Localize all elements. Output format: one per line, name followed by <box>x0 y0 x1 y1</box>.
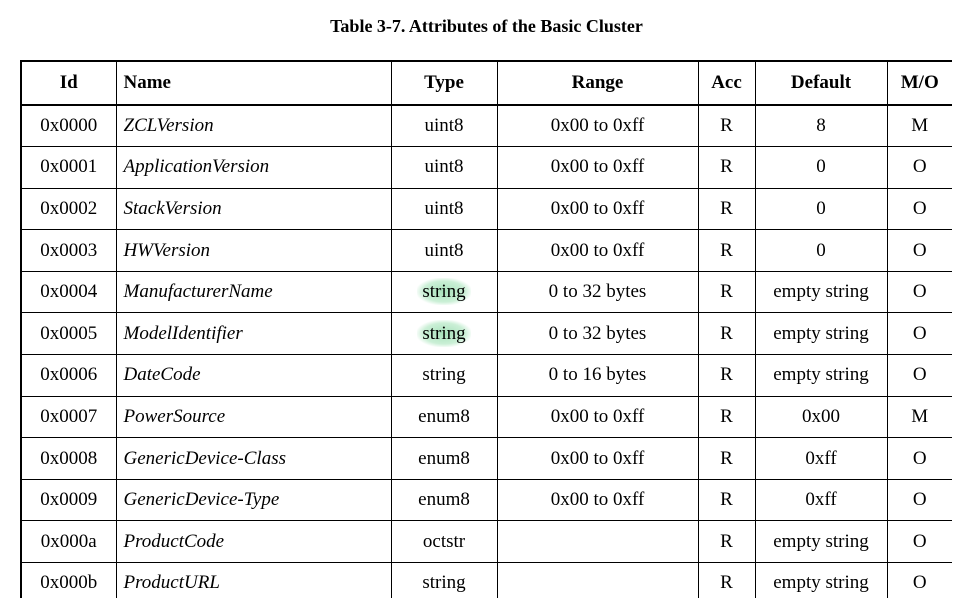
cell-range <box>497 563 698 598</box>
cell-id: 0x000a <box>21 521 116 563</box>
cell-range: 0x00 to 0xff <box>497 396 698 438</box>
cell-id: 0x0000 <box>21 105 116 147</box>
table-row <box>21 396 952 438</box>
cell-type: uint8 <box>391 230 497 272</box>
cell-acc: R <box>698 313 755 355</box>
cell-name: ManufacturerName <box>116 271 391 313</box>
cell-name: PowerSource <box>116 396 391 438</box>
cell-acc: R <box>698 188 755 230</box>
table-caption: Table 3-7. Attributes of the Basic Cluster <box>330 16 643 36</box>
cell-type <box>391 313 497 355</box>
table-row <box>21 563 952 598</box>
cell-id: 0x0006 <box>21 355 116 397</box>
cell-default: 8 <box>755 105 887 147</box>
cell-mo: O <box>887 479 952 521</box>
cell-name: DateCode <box>116 355 391 397</box>
cell-acc: R <box>698 355 755 397</box>
cell-default: 0 <box>755 147 887 189</box>
cell-name: GenericDevice-Class <box>116 438 391 480</box>
highlighted-type: string <box>417 278 470 305</box>
column-header-id: Id <box>21 61 116 105</box>
cell-type: octstr <box>391 521 497 563</box>
cell-name: ModelIdentifier <box>116 313 391 355</box>
cell-id: 0x0004 <box>21 271 116 313</box>
cell-range: 0 to 16 bytes <box>497 355 698 397</box>
column-header-type: Type <box>391 61 497 105</box>
cell-mo: O <box>887 355 952 397</box>
table-row <box>21 313 952 355</box>
cell-id: 0x0001 <box>21 147 116 189</box>
cell-acc: R <box>698 147 755 189</box>
cell-id: 0x0005 <box>21 313 116 355</box>
cell-default: empty string <box>755 355 887 397</box>
cell-mo: O <box>887 313 952 355</box>
table-row <box>21 188 952 230</box>
table-row <box>21 355 952 397</box>
cell-acc: R <box>698 479 755 521</box>
table-row <box>21 438 952 480</box>
cell-range: 0x00 to 0xff <box>497 230 698 272</box>
cell-default: empty string <box>755 313 887 355</box>
table-header-row <box>21 61 952 105</box>
cell-mo: O <box>887 271 952 313</box>
cell-default: 0 <box>755 188 887 230</box>
cell-default: empty string <box>755 563 887 598</box>
cell-acc: R <box>698 521 755 563</box>
cell-name: ProductURL <box>116 563 391 598</box>
cell-type: enum8 <box>391 396 497 438</box>
cell-acc: R <box>698 563 755 598</box>
cell-mo: O <box>887 188 952 230</box>
attributes-table <box>20 60 952 598</box>
cell-type: enum8 <box>391 479 497 521</box>
column-header-mo: M/O <box>887 61 952 105</box>
cell-name: ProductCode <box>116 521 391 563</box>
cell-id: 0x0003 <box>21 230 116 272</box>
table-row <box>21 479 952 521</box>
cell-id: 0x000b <box>21 563 116 598</box>
cell-acc: R <box>698 271 755 313</box>
column-header-acc: Acc <box>698 61 755 105</box>
cell-type: uint8 <box>391 105 497 147</box>
table-body <box>21 105 952 598</box>
cell-type: string <box>391 563 497 598</box>
column-header-name: Name <box>116 61 391 105</box>
cell-mo: O <box>887 563 952 598</box>
cell-acc: R <box>698 105 755 147</box>
cell-range: 0 to 32 bytes <box>497 313 698 355</box>
cell-name: ApplicationVersion <box>116 147 391 189</box>
cell-mo: O <box>887 147 952 189</box>
table-row <box>21 147 952 189</box>
cell-id: 0x0009 <box>21 479 116 521</box>
cell-range: 0x00 to 0xff <box>497 105 698 147</box>
cell-range: 0x00 to 0xff <box>497 479 698 521</box>
cell-id: 0x0008 <box>21 438 116 480</box>
cell-acc: R <box>698 396 755 438</box>
table-row <box>21 271 952 313</box>
table-row <box>21 521 952 563</box>
cell-type: string <box>391 355 497 397</box>
cell-acc: R <box>698 438 755 480</box>
cell-default: empty string <box>755 521 887 563</box>
cell-range: 0x00 to 0xff <box>497 438 698 480</box>
cell-mo: O <box>887 521 952 563</box>
cell-name: HWVersion <box>116 230 391 272</box>
cell-mo: O <box>887 438 952 480</box>
cell-range: 0x00 to 0xff <box>497 147 698 189</box>
table-row <box>21 105 952 147</box>
cell-default: 0 <box>755 230 887 272</box>
cell-type: uint8 <box>391 147 497 189</box>
cell-mo: O <box>887 230 952 272</box>
cell-mo: M <box>887 396 952 438</box>
cell-default: empty string <box>755 271 887 313</box>
column-header-range: Range <box>497 61 698 105</box>
cell-default: 0xff <box>755 438 887 480</box>
cell-name: ZCLVersion <box>116 105 391 147</box>
cell-acc: R <box>698 230 755 272</box>
cell-type <box>391 271 497 313</box>
cell-range: 0x00 to 0xff <box>497 188 698 230</box>
cell-type: enum8 <box>391 438 497 480</box>
cell-name: GenericDevice-Type <box>116 479 391 521</box>
attributes-table-container <box>20 60 952 598</box>
cell-default: 0xff <box>755 479 887 521</box>
highlighted-type: string <box>417 320 470 347</box>
cell-default: 0x00 <box>755 396 887 438</box>
cell-range <box>497 521 698 563</box>
cell-mo: M <box>887 105 952 147</box>
cell-id: 0x0007 <box>21 396 116 438</box>
table-row <box>21 230 952 272</box>
cell-range: 0 to 32 bytes <box>497 271 698 313</box>
column-header-default: Default <box>755 61 887 105</box>
cell-name: StackVersion <box>116 188 391 230</box>
cell-type: uint8 <box>391 188 497 230</box>
cell-id: 0x0002 <box>21 188 116 230</box>
